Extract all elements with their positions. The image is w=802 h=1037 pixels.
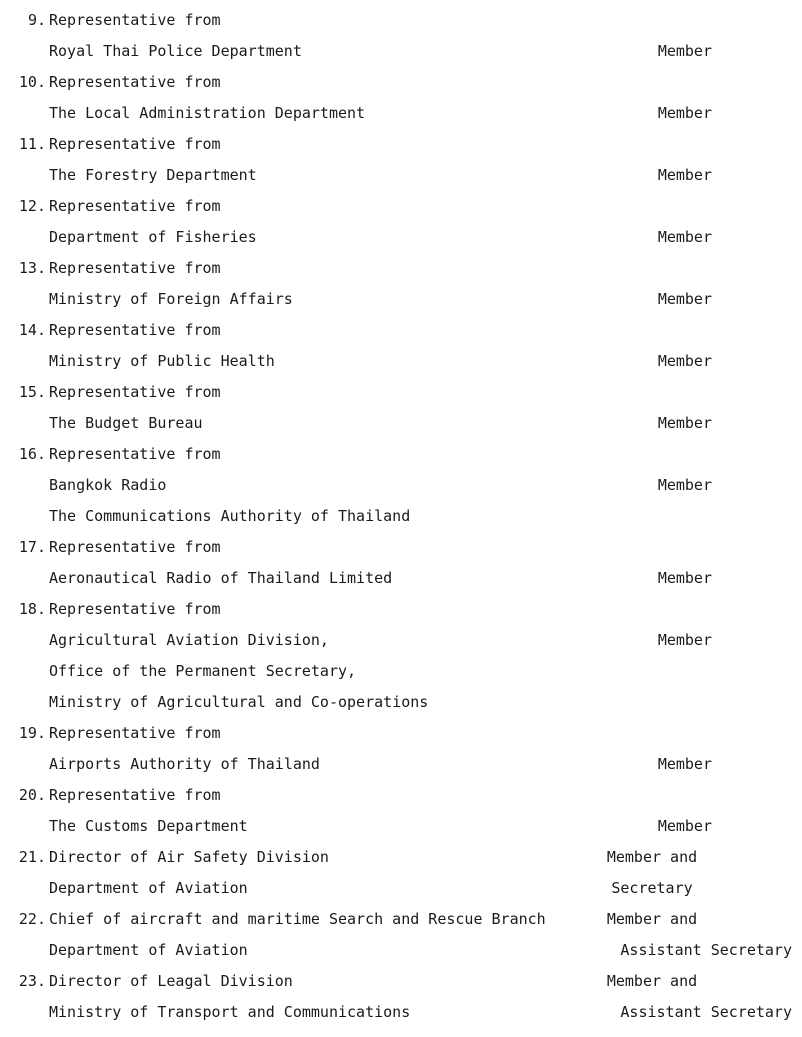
item-number: 12. (18, 197, 46, 215)
committee-member-text: The Local Administration Department (49, 104, 366, 122)
committee-role: Member (657, 414, 712, 432)
committee-member-text: Office of the Permanent Secretary, (49, 662, 357, 680)
committee-line (0, 346, 802, 377)
committee-member-text: Ministry of Public Health (49, 352, 275, 370)
committee-member-text: Chief of aircraft and maritime Search and Rescue Branch (49, 910, 546, 928)
committee-member-text: Representative from (49, 724, 221, 742)
item-number: 20. (18, 786, 46, 804)
committee-line (0, 5, 802, 36)
committee-member-text: Representative from (49, 73, 221, 91)
committee-member-text: Representative from (49, 600, 221, 618)
item-number: 22. (18, 910, 46, 928)
committee-member-text: The Communications Authority of Thailand (49, 507, 411, 525)
committee-role: Member (657, 42, 712, 60)
committee-line (0, 749, 802, 780)
item-number: 15. (18, 383, 46, 401)
committee-member-text: Ministry of Foreign Affairs (49, 290, 293, 308)
committee-line (0, 36, 802, 67)
committee-member-text: Representative from (49, 383, 221, 401)
committee-member-text: Director of Leagal Division (49, 972, 293, 990)
committee-member-text: Representative from (49, 445, 221, 463)
committee-line (0, 501, 802, 532)
item-number: 17. (18, 538, 46, 556)
committee-line (0, 129, 802, 160)
committee-member-text: The Forestry Department (49, 166, 257, 184)
committee-member-text: Agricultural Aviation Division, (49, 631, 329, 649)
committee-role: Member (657, 631, 712, 649)
item-number: 21. (18, 848, 46, 866)
committee-line (0, 935, 802, 966)
item-number: 19. (18, 724, 46, 742)
committee-role: Member (657, 166, 712, 184)
committee-line (0, 997, 802, 1028)
committee-member-text: Department of Fisheries (49, 228, 257, 246)
committee-role: Member and (606, 848, 698, 866)
committee-member-text: Representative from (49, 11, 221, 29)
item-number: 16. (18, 445, 46, 463)
committee-line (0, 873, 802, 904)
committee-member-text: Representative from (49, 538, 221, 556)
committee-line (0, 594, 802, 625)
committee-line (0, 563, 802, 594)
committee-role: Member (657, 569, 712, 587)
committee-line (0, 532, 802, 563)
committee-role: Member and (606, 910, 698, 928)
committee-member-text: Bangkok Radio (49, 476, 167, 494)
committee-member-text: Ministry of Transport and Communications (49, 1003, 411, 1021)
committee-line (0, 408, 802, 439)
committee-line (0, 377, 802, 408)
committee-role: Member (657, 352, 712, 370)
item-number: 11. (18, 135, 46, 153)
committee-member-text: Department of Aviation (49, 941, 248, 959)
item-number: 18. (18, 600, 46, 618)
committee-member-text: Airports Authority of Thailand (49, 755, 320, 773)
committee-member-text: Representative from (49, 786, 221, 804)
committee-line (0, 284, 802, 315)
committee-line (0, 315, 802, 346)
item-number: 9. (27, 11, 46, 29)
committee-line (0, 67, 802, 98)
committee-role: Secretary (611, 879, 693, 897)
committee-role: Member (657, 290, 712, 308)
committee-member-text: Ministry of Agricultural and Co-operations (49, 693, 429, 711)
committee-member-text: Aeronautical Radio of Thailand Limited (49, 569, 393, 587)
committee-line (0, 780, 802, 811)
committee-member-text: Royal Thai Police Department (49, 42, 302, 60)
item-number: 23. (18, 972, 46, 990)
committee-role: Assistant Secretary (620, 941, 792, 959)
committee-role: Member and (606, 972, 698, 990)
committee-role: Member (657, 104, 712, 122)
committee-role: Member (657, 817, 712, 835)
committee-member-text: Director of Air Safety Division (49, 848, 329, 866)
committee-member-text: Department of Aviation (49, 879, 248, 897)
committee-line (0, 904, 802, 935)
committee-line (0, 966, 802, 997)
committee-role: Member (657, 476, 712, 494)
committee-line (0, 718, 802, 749)
committee-line (0, 191, 802, 222)
committee-member-text: Representative from (49, 321, 221, 339)
committee-line (0, 656, 802, 687)
committee-member-text: Representative from (49, 135, 221, 153)
committee-line (0, 98, 802, 129)
committee-line (0, 253, 802, 284)
committee-line (0, 625, 802, 656)
item-number: 14. (18, 321, 46, 339)
item-number: 10. (18, 73, 46, 91)
committee-line (0, 842, 802, 873)
committee-line (0, 811, 802, 842)
committee-line (0, 470, 802, 501)
committee-role: Assistant Secretary (620, 1003, 792, 1021)
committee-line (0, 222, 802, 253)
committee-member-text: Representative from (49, 197, 221, 215)
committee-member-text: The Customs Department (49, 817, 248, 835)
committee-role: Member (657, 755, 712, 773)
item-number: 13. (18, 259, 46, 277)
committee-line (0, 160, 802, 191)
committee-role: Member (657, 228, 712, 246)
committee-line (0, 439, 802, 470)
committee-member-text: Representative from (49, 259, 221, 277)
committee-member-text: The Budget Bureau (49, 414, 203, 432)
committee-line (0, 687, 802, 718)
